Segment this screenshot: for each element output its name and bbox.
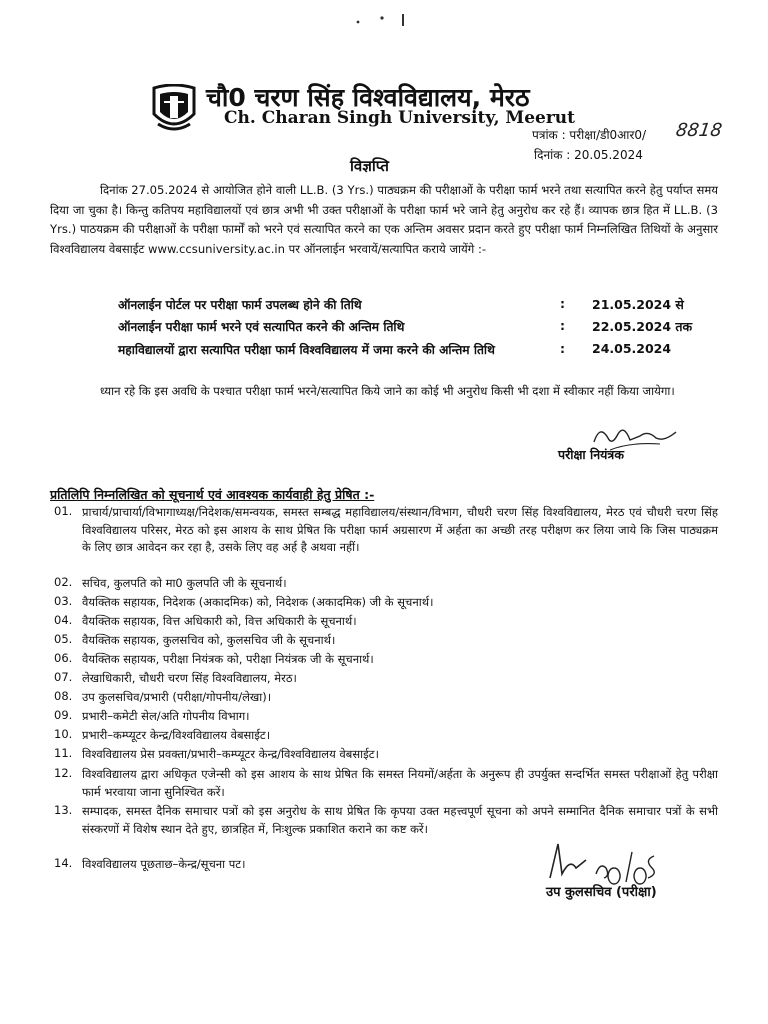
schedule-colon: :: [560, 341, 565, 356]
copy-to-heading: [50, 486, 374, 503]
university-logo: [150, 84, 198, 134]
copy-item-number: 05.: [54, 632, 73, 646]
exam-controller-designation: परीक्षा नियंत्रक: [558, 447, 624, 462]
copy-item-text: विश्वविद्यालय द्वारा अधिकृत एजेन्सी को इस आशय के साथ प्रेषित कि समस्त नियमों/अर्हता के अनुरूप ही उपर्युक्त सन्दर्भित समस्त परीक्षाओं हेतु परीक्षा फार्म भरवाया जाना सुनिश्चित करें।: [82, 767, 718, 799]
copy-to-heading-text: प्रतिलिपि निम्नलिखित को सूचनार्थ एवं आवश्यक कार्यवाही हेतु प्रेषित :-: [50, 487, 375, 502]
copy-item-number: 13.: [54, 803, 73, 817]
copy-item-number: 09.: [54, 708, 73, 722]
copy-item-text: सचिव, कुलपति को मा0 कुलपति जी के सूचनार्थ।: [82, 576, 287, 590]
schedule-label: महाविद्यालयों द्वारा सत्यापित परीक्षा फार्म विश्वविद्यालय में जमा करने की अन्तिम तिथि: [118, 343, 495, 357]
reference-number-label: पत्रांक : परीक्षा/डी0आर0/: [532, 128, 647, 142]
reference-date: दिनांक : 20.05.2024: [534, 148, 643, 162]
copy-item-text: लेखाधिकारी, चौधरी चरण सिंह विश्वविद्यालय, मेरठ।: [82, 671, 297, 685]
deputy-registrar-designation: उप कुलसचिव (परीक्षा): [546, 885, 657, 900]
schedule-date: 22.05.2024 तक: [592, 319, 693, 334]
copy-item-text: उप कुलसचिव/प्रभारी (परीक्षा/गोपनीय/लेखा)।: [82, 690, 272, 704]
copy-item-number: 03.: [54, 594, 73, 608]
copy-item-text: वैयक्तिक सहायक, निदेशक (अकादमिक) को, निदेशक (अकादमिक) जी के सूचनार्थ।: [82, 595, 434, 609]
copy-item-text: वैयक्तिक सहायक, परीक्षा नियंत्रक को, परीक्षा नियंत्रक जी के सूचनार्थ।: [82, 652, 374, 666]
copy-item-text: वैयक्तिक सहायक, वित्त अधिकारी को, वित्त अधिकारी के सूचनार्थ।: [82, 614, 357, 628]
university-name-hindi: चौ0 चरण सिंह विश्वविद्यालय, मेरठ: [206, 83, 530, 112]
copy-item-text: प्रभारी–कमेटी सेल/अति गोपनीय विभाग।: [82, 709, 250, 723]
copy-item-number: 12.: [54, 766, 73, 780]
copy-item-number: 07.: [54, 670, 73, 684]
schedule-colon: :: [560, 296, 565, 311]
notice-paragraph-1: दिनांक 27.05.2024 से आयोजित होने वाली LL.B. (3 Yrs.) पाठ्यक्रम की परीक्षाओं के परीक्षा फार्म भरने तथा सत्यापित करने हेतु पर्याप्त समय दिया जा चुका है। किन्तु कतिपय महाविद्यालयों एवं छात्र अभी भी उक्त परीक्षाओं के परीक्षा फार्म भरे जाने हेतु अनुरोध कर रहे हैं। व्यापक छात्र हित में LL.B. (3 Yrs.) पाठयक्रम की परीक्षाओं के परीक्षा फार्मों को भरने एवं सत्यापित करने का एक अन्तिम अवसर प्रदान करते हुए परीक्षा फार्म निम्नलिखित तिथियों के अनुसार विश्वविद्यालय वेबसाईट www.ccsuniversity.ac.in पर ऑनलाईन भरवायें/सत्यापित कराये जायेंगे :-: [50, 183, 718, 256]
reference-number-handwritten: 8818: [674, 120, 724, 141]
copy-item-number: 01.: [54, 504, 73, 518]
schedule-date: 21.05.2024 से: [592, 297, 684, 312]
copy-item-text: प्रभारी–कम्प्यूटर केन्द्र/विश्वविद्यालय वेबसाईट।: [82, 728, 271, 742]
university-name-english: Ch. Charan Singh University, Meerut: [224, 108, 576, 128]
scan-marks: [352, 12, 412, 28]
copy-item-text: प्राचार्य/प्राचार्या/विभागाध्यक्ष/निदेशक/समन्वयक, समस्त सम्बद्ध महाविद्यालय/संस्थान/विभाग, चौधरी चरण सिंह विश्वविद्यालय, मेरठ एवं चौधरी चरण सिंह विश्वविद्यालय परिसर, मेरठ को इस आशय के साथ प्रेषित कि परीक्षा फार्म अग्रसारण में अर्हता का अच्छी तरह परीक्षण कर लिया जाये कि जिस पाठ्यक्रम के लिए छात्र आवेदन कर रहा है, उसके लिए वह अर्ह है अथवा नहीं।: [82, 505, 718, 554]
schedule-colon: :: [560, 318, 565, 333]
copy-item-number: 02.: [54, 575, 73, 589]
notice-title: विज्ञप्ति: [350, 157, 389, 175]
signature-deputy-registrar: [540, 838, 690, 888]
schedule-label: ऑनलाईन पोर्टल पर परीक्षा फार्म उपलब्ध होने की तिथि: [118, 298, 362, 312]
copy-item-text: विश्वविद्यालय प्रेस प्रवक्ता/प्रभारी–कम्प्यूटर केन्द्र/विश्वविद्यालय वेबसाईट।: [82, 747, 379, 761]
schedule-date: 24.05.2024: [592, 341, 672, 356]
notice-paragraph-2: ध्यान रहे कि इस अवधि के पश्चात परीक्षा फार्म भरने/सत्यापित किये जाने का कोई भी अनुरोध किसी भी दशा में स्वीकार नहीं किया जायेगा।: [100, 384, 675, 398]
copy-item-number: 08.: [54, 689, 73, 703]
schedule-label: ऑनलाईन परीक्षा फार्म भरने एवं सत्यापित करने की अन्तिम तिथि: [118, 320, 405, 334]
copy-item-text: वैयक्तिक सहायक, कुलसचिव को, कुलसचिव जी के सूचनार्थ।: [82, 633, 336, 647]
copy-item-number: 06.: [54, 651, 73, 665]
copy-item-text: विश्वविद्यालय पूछताछ–केन्द्र/सूचना पट।: [82, 857, 246, 871]
copy-item-number: 04.: [54, 613, 73, 627]
copy-item-number: 14.: [54, 856, 73, 870]
copy-item-text: सम्पादक, समस्त दैनिक समाचार पत्रों को इस अनुरोध के साथ प्रेषित कि कृपया उक्त महत्त्वपूर्ण सूचना को अपने सम्मानित दैनिक समाचार पत्रों के सभी संस्करणों में विशेष स्थान देते हुए, छात्रहित में, निःशुल्क प्रकाशित कराने का कष्ट करें।: [82, 804, 718, 836]
copy-item-number: 10.: [54, 727, 73, 741]
copy-item-number: 11.: [54, 746, 73, 760]
